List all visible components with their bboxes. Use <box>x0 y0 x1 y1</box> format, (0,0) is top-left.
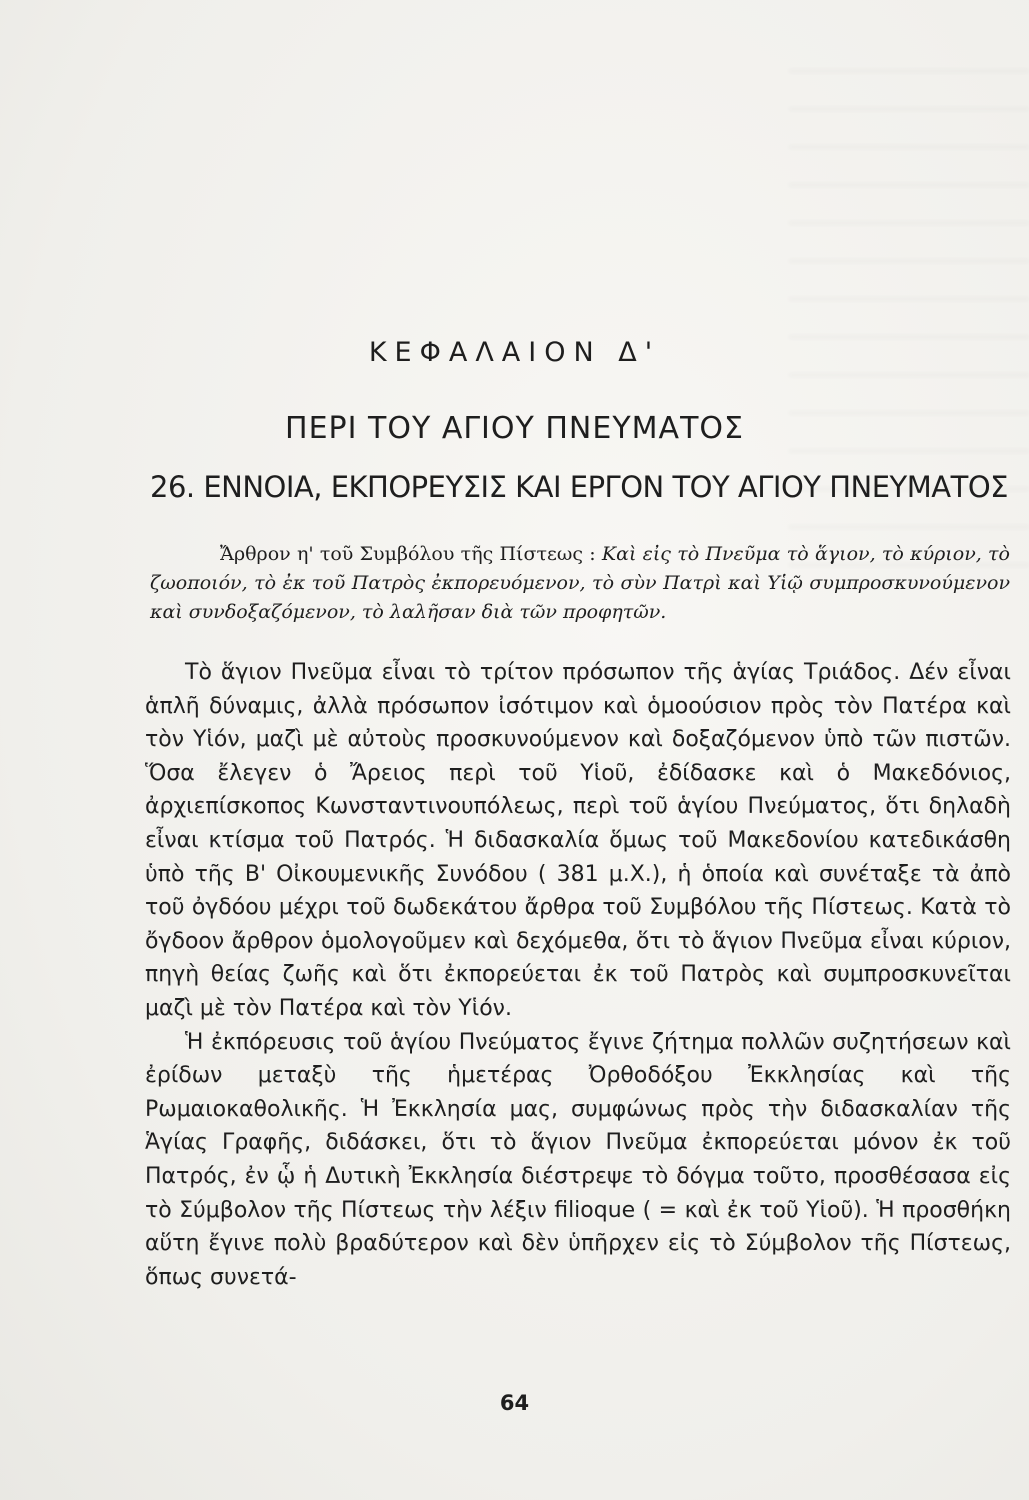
chapter-label: ΚΕΦΑΛΑΙΟΝ Δ' <box>368 337 661 368</box>
creed-article-reference: Ἄρθρον η' τοῦ Συμβόλου τῆς Πίστεως : <box>220 543 596 565</box>
page-number: 64 <box>499 1391 530 1415</box>
paragraph-1: Τὸ ἅγιον Πνεῦμα εἶναι τὸ τρίτον πρόσωπον τῆς ἁγίας Τριάδος. Δέν εἶναι ἁπλῆ δύναμις, ἀλλὰ πρόσωπον ἰσότιμον καὶ ὁμοούσιον πρὸς τὸν Πατέρα καὶ τὸν Υἱόν, μαζὶ μὲ αὐτοὺς προσκυνούμενον καὶ δοξαζόμενον ὑπὸ τῶν πιστῶν. Ὅσα ἔλεγεν ὁ Ἄρειος περὶ τοῦ Υἱοῦ, ἐδίδασκε καὶ ὁ Μακεδόνιος, ἀρχιεπίσκοπος Κωνσταντινουπόλεως, περὶ τοῦ ἁγίου Πνεύματος, ὅτι δηλαδὴ εἶναι κτίσμα τοῦ Πατρός. Ἡ διδασκαλία ὅμως τοῦ Μακεδονίου κατεδικάσθη ὑπὸ τῆς Β' Οἰκουμενικῆς Συνόδου ( 381 μ.Χ.), ἡ ὁποία καὶ συνέταξε τὰ ἀπὸ τοῦ ὀγδόου μέχρι τοῦ δωδεκάτου ἄρθρα τοῦ Συμβόλου τῆς Πίστεως. Κατὰ τὸ ὄγδοον ἄρθρον ὁμολογοῦμεν καὶ δεχόμεθα, ὅτι τὸ ἅγιον Πνεῦμα εἶναι κύριον, πηγὴ θείας ζωῆς καὶ ὅτι ἐκπορεύεται ἐκ τοῦ Πατρὸς καὶ συμπροσκυνεῖται μαζὶ μὲ τὸν Πατέρα καὶ τὸν Υἱόν. <box>145 660 1011 1021</box>
creed-text: Καὶ εἰς τὸ Πνεῦμα τὸ ἅγιον, τὸ κύριον, τὸ ζωοποιόν, τὸ ἐκ τοῦ Πατρὸς ἐκπορευόμενον, τὸ σὺν Πατρὶ καὶ Υἱῷ συμπροσκυνούμενον καὶ συνδοξαζόμενον, τὸ λαλῆσαν διὰ τῶν προφητῶν. <box>150 543 1011 623</box>
creed-quote <box>150 540 1010 627</box>
show-through-texture <box>789 70 1029 590</box>
paragraph-2: Ἡ ἐκπόρευσις τοῦ ἁγίου Πνεύματος ἔγινε ζήτημα πολλῶν συζητήσεων καὶ ἐρίδων μεταξὺ τῆς ἡμετέρας Ὀρθοδόξου Ἐκκλησίας καὶ τῆς Ρωμαιοκαθολικῆς. Ἡ Ἐκκλησία μας, συμφώνως πρὸς τὴν διδασκαλίαν τῆς Ἁγίας Γραφῆς, διδάσκει, ὅτι τὸ ἅγιον Πνεῦμα ἐκπορεύεται μόνον ἐκ τοῦ Πατρός, ἐν ᾧ ἡ Δυτικὴ Ἐκκλησία διέστρεψε τὸ δόγμα τοῦτο, προσθέσασα εἰς τὸ Σύμβολον τῆς Πίστεως τὴν λέξιν filioque ( = καὶ ἐκ τοῦ Υἱοῦ). Ἡ προσθήκη αὕτη ἔγινε πολὺ βραδύτερον καὶ δὲν ὑπῆρχεν εἰς τὸ Σύμβολον τῆς Πίστεως, ὅπως συνετά- <box>145 1029 1011 1290</box>
chapter-title: ΠΕΡΙ ΤΟΥ ΑΓΙΟΥ ΠΝΕΥΜΑΤΟΣ <box>285 411 744 446</box>
body-text <box>145 656 1011 1294</box>
section-heading: 26. ΕΝΝΟΙΑ, ΕΚΠΟΡΕΥΣΙΣ ΚΑΙ ΕΡΓΟΝ ΤΟΥ ΑΓΙΟΥ ΠΝΕΥΜΑΤΟΣ <box>150 470 1008 504</box>
